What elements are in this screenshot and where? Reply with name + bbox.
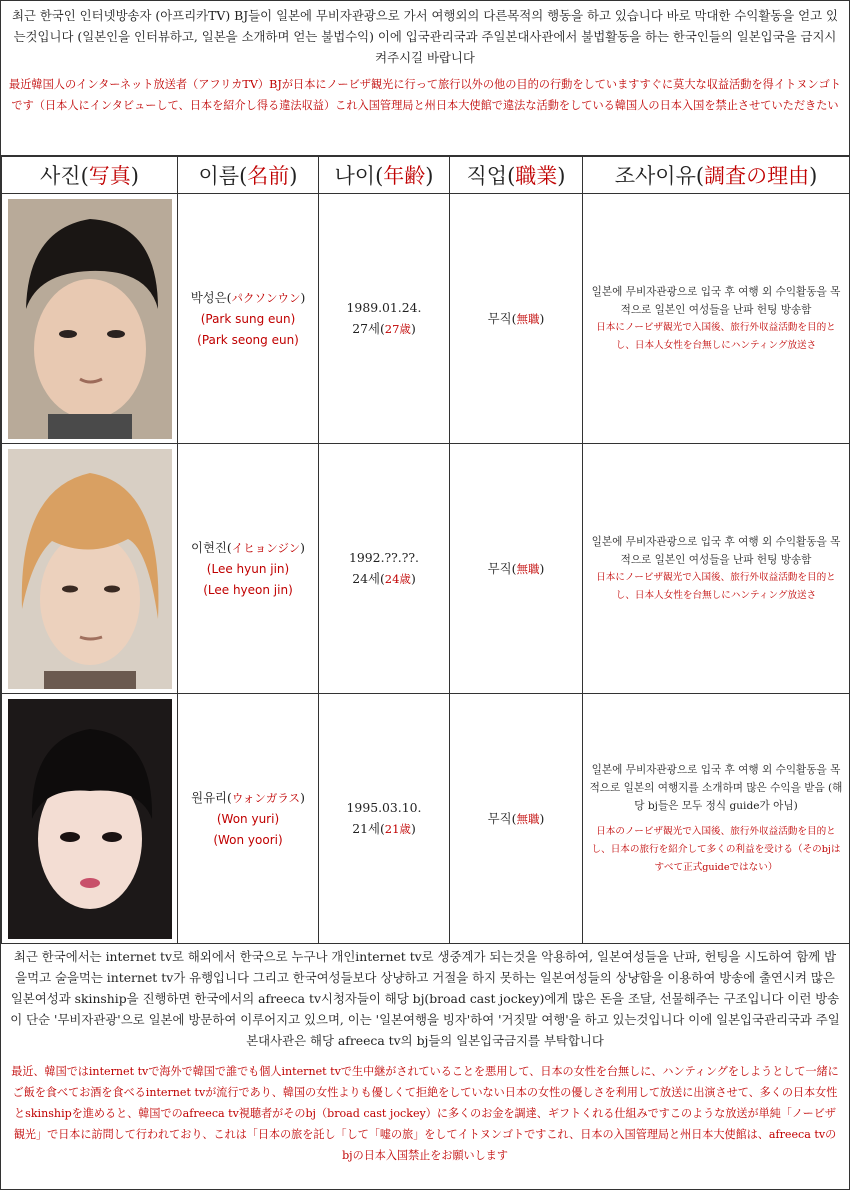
photo-cell [2,694,178,944]
reason-korean: 일본에 무비자관광으로 입국 후 여행 외 수익활동을 목적으로 일본의 여행지를 소개하며 많은 수익을 받음 (해당 bj들은 모두 정식 guide가 아님) [589,763,843,812]
photo-cell [2,194,178,444]
table-header-row [2,157,850,194]
name-cell: 이현진(イヒョンジン) (Lee hyun jin) (Lee hyeon jin) [178,444,319,694]
reason-korean: 일본에 무비자관광으로 입국 후 여행 외 수익활동을 목적으로 일본인 여성들을 난파 헌팅 방송함 [591,535,841,566]
persons-table [1,156,850,944]
footer-japanese-text: 最近、韓国ではinternet tvで海外で韓国で誰でも個人internet tvで生中継がされていることを悪用して、日本の女性を台無しに、ハンティングをしようとして一緒にご飯を食べてお酒を食べるinternet tvが流行であり、韓国の女性よりも優しくて拒絶をしていない日本の女性の優しさを利用して放送に出演させて、多くの日本女性とskinshipを進めると、韓国でのafreeca tv視聴者がそのbj（broad cast jockey）に多くのお金を調達、ギフトくれる仕組みですこのような放送が単純「ノービザ観光」で日本に訪問して行われており、これは「日本の旅を託し「して「嘘の旅」をしてイトヌンゴトですこれ、日本の入国管理局と州日本大使館は、afreeca tvのbjの日本入国禁止をお願いします [11,1065,839,1162]
name-english-2: (Park seong eun) [197,332,299,347]
name-cell: 박성은(パクソンウン) (Park sung eun) (Park seong eun) [178,194,319,444]
column-header-name: 이름(名前) [178,157,319,194]
age-cell: 1992.??.??. 24세(24歳) [319,444,450,694]
table-row [2,444,850,694]
person-photo [8,199,172,439]
reason-cell [583,694,850,944]
header-korean-text: 최근 한국인 인터넷방송자 (아프리카TV) BJ들이 일본에 무비자관광으로 가서 여행외의 다른목적의 행동을 하고 있습니다 바로 막대한 수익활동을 얻고 있는것입니다 (일본인을 인터뷰하고, 일본을 소개하며 얻는 불법수익) 이에 입국관리국과 주일본대사관에서 불법활동을 하는 한국인들의 일본입국을 금지시켜주시길 바랍니다 [11,8,839,65]
job-korean: 무직 [487,560,512,576]
name-english-2: (Won yoori) [213,832,283,847]
footer-section [1,942,849,1190]
column-header-photo: 사진(写真) [2,157,178,194]
job-korean: 무직 [487,310,512,326]
photo-cell [2,444,178,694]
name-english-1: (Park sung eun) [200,311,296,326]
name-english-1: (Lee hyun jin) [206,561,290,576]
table-row [2,694,850,944]
age-japanese: 24歳 [384,572,411,586]
footer-korean-text: 최근 한국에서는 internet tv로 해외에서 한국으로 누구나 개인internet tv로 생중계가 되는것을 악용하여, 일본여성들을 난파, 헌팅을 시도하여 함께 밥을먹고 술을먹는 internet tv가 유행입니다 그리고 한국여성들보다 상냥하고 거절을 하지 못하는 일본여성들의 상냥함을 이용하여 방송에 출연시켜 많은 일본여성과 skinship을 진행하면 한국에서의 afreeca tv시청자들이 해당 bj(broad cast jockey)에게 많은 돈을 조달, 선물해주는 구조입니다 이런 방송이 단순 '무비자관광'으로 일본에 방문하여 이루어지고 있으며, 이는 '일본여행을 빙자'하여 '거짓말 여행'을 하고 있는것입니다 이에 일본입국관리국과 주일본대사관은 해당 afreeca tv의 bj들의 일본입국금지를 부탁합니다 [10,949,840,1048]
job-japanese: 無職 [516,311,540,326]
column-header-job: 직업(職業) [450,157,583,194]
reason-japanese: 日本にノービザ観光で入国後、旅行外収益活動を目的とし、日本人女性を台無しにハンティング放送さ [596,571,836,601]
name-japanese: ウォンガラス [231,790,301,805]
age-cell: 1995.03.10. 21세(21歳) [319,694,450,944]
name-japanese: パクソンウン [231,290,301,305]
job-japanese: 無職 [516,561,540,576]
column-header-reason: 조사이유(調査の理由) [583,157,850,194]
name-english-1: (Won yuri) [216,811,280,826]
reason-korean: 일본에 무비자관광으로 입국 후 여행 외 수익활동을 목적으로 일본인 여성들을 난파 헌팅 방송함 [591,285,841,316]
job-cell: 무직(無職) [450,444,583,694]
birth-date: 1992.??.??. [349,550,419,565]
job-japanese: 無職 [516,811,540,826]
header-section [1,1,849,156]
column-header-age: 나이(年齢) [319,157,450,194]
job-cell: 무직(無職) [450,194,583,444]
age-japanese: 27歳 [384,322,411,336]
name-korean: 박성은 [190,289,227,305]
birth-date: 1989.01.24. [346,300,422,315]
header-japanese-text: 最近韓国人のインターネット放送者（アフリカTV）BJが日本にノービザ観光に行って旅行以外の他の目的の行動をしていますすぐに莫大な収益活動を得イトヌンゴトです（日本人にインタビューして、日本を紹介し得る違法収益）これ入国管理局と州日本大使館で違法な活動をしている韓国人の日本入国を禁止させていただきたい [9,78,841,112]
person-photo [8,699,172,939]
age-korean: 21세 [352,821,380,836]
person-photo [8,449,172,689]
name-korean: 이현진 [190,539,227,555]
name-korean: 원유리 [191,789,228,805]
table-row [2,194,850,444]
name-english-2: (Lee hyeon jin) [203,582,293,597]
reason-cell [583,444,850,694]
job-korean: 무직 [487,810,512,826]
job-cell: 무직(無職) [450,694,583,944]
age-japanese: 21歳 [384,822,411,836]
age-korean: 27세 [352,321,380,336]
age-korean: 24세 [352,571,380,586]
reason-cell [583,194,850,444]
birth-date: 1995.03.10. [346,800,422,815]
name-japanese: イヒョンジン [231,540,301,555]
reason-japanese: 日本にノービザ観光で入国後、旅行外収益活動を目的とし、日本人女性を台無しにハンティング放送さ [596,321,836,351]
name-cell: 원유리(ウォンガラス) (Won yuri) (Won yoori) [178,694,319,944]
reason-japanese: 日本のノービザ観光で入国後、旅行外収益活動を目的とし、日本の旅行を紹介して多くの利益を受ける（そのbjはすべて正式guideではない） [591,825,841,873]
age-cell: 1989.01.24. 27세(27歳) [319,194,450,444]
